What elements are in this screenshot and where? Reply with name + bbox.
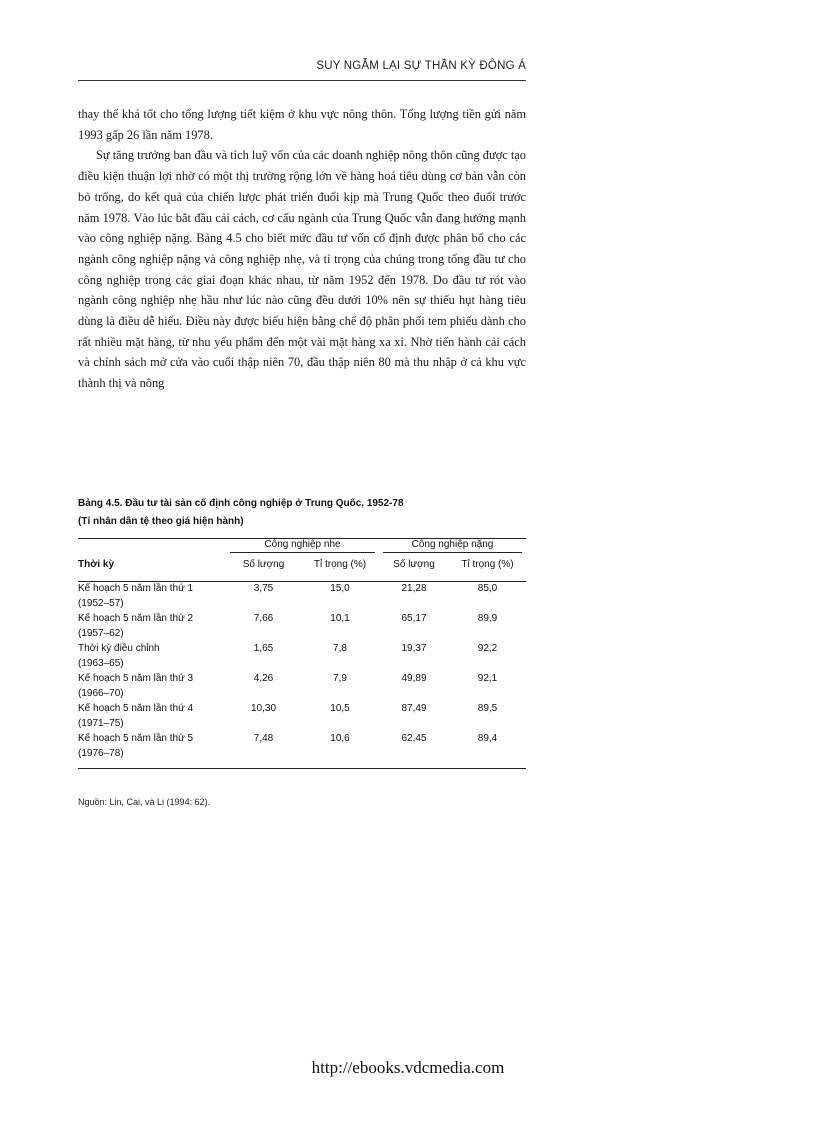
light-share-cell: 10,6 (330, 733, 350, 744)
period-years: (1971–75) (78, 717, 124, 729)
table-unit-note: (Tỉ nhân dân tệ theo giá hiện hành) (78, 516, 244, 527)
table-top-rule (78, 539, 526, 560)
period-cell (78, 672, 226, 702)
group-header-light-industry: Công nghiệp nhẹ (226, 539, 379, 560)
period-cell (78, 582, 226, 613)
light-amount-cell: 10,30 (250, 703, 277, 714)
table-body (78, 582, 526, 763)
heavy-amount-cell: 49,89 (401, 673, 427, 684)
light-share-cell: 7,8 (333, 643, 347, 654)
heavy-share-cell: 92,2 (477, 643, 498, 654)
period-name: Kế hoạch 5 năm lần thứ 2 (78, 613, 194, 624)
heavy-share-cell: 89,5 (477, 703, 498, 714)
group-underline (230, 552, 375, 553)
light-amount-cell: 4,26 (253, 673, 274, 684)
light-amount-cell: 3,75 (253, 583, 274, 594)
paragraph-1: thay thế khá tốt cho tổng lượng tiết kiệm ở khu vực nông thôn. Tổng lượng tiền gửi năm 1993 gấp 26 lần năm 1978. (78, 107, 526, 142)
table-row (78, 642, 526, 672)
light-share-cell: 10,5 (330, 703, 350, 714)
col-header-period: Thời kỳ (78, 559, 226, 582)
table-source: Nguồn: Lin, Cai, và Li (1994: 62). (78, 797, 211, 807)
period-name: Kế hoạch 5 năm lần thứ 4 (78, 703, 194, 714)
table-row (78, 672, 526, 702)
period-years: (1957–62) (78, 627, 124, 639)
period-name: Kế hoạch 5 năm lần thứ 1 (78, 583, 194, 594)
paragraph-2: Sự tăng trưởng ban đầu và tích luỹ vốn của các doanh nghiệp nông thôn cũng được tạo điều kiện thuận lợi nhờ có một thị trường rộng lớn về hàng hoá tiêu dùng cơ bản vẫn còn bỏ trống, do kết quả của chiến lược phát triển đuổi kịp mà Trung Quốc theo đuổi trước năm 1978. Vào lúc bắt đầu cải cách, cơ cấu ngành của Trung Quốc vẫn đang hướng mạnh vào công nghiệp nặng. Bảng 4.5 cho biết mức đầu tư vốn cố định được phân bổ cho các ngành công nghiệp nặng và công nghiệp nhẹ, và tỉ trọng của chúng trong tổng đầu tư cho công nghiệp trong các giai đoạn khác nhau, từ năm 1952 đến 1978. Do đầu tư rót vào ngành công nghiệp nhẹ hầu như lúc nào cũng đều dưới 10% nên sự thiếu hụt hàng tiêu dùng là điều dễ hiểu. Điều này được biểu hiện bằng chế độ phân phối tem phiếu dành cho rất nhiều mặt hàng, từ nhu yếu phẩm đến một vài mặt hàng xa xỉ. Nhờ tiến hành cải cách và chính sách mở cửa vào cuối thập niên 70, đầu thập niên 80 mà thu nhập ở cả khu vực thành thị và nông (78, 148, 526, 391)
period-name: Kế hoạch 5 năm lần thứ 3 (78, 673, 194, 684)
light-share-cell: 10,1 (330, 613, 350, 624)
heavy-amount-cell: 19,37 (401, 643, 427, 654)
footer-url: http://ebooks.vdcmedia.com (311, 1058, 505, 1077)
light-amount-cell: 1,65 (253, 643, 274, 654)
table-row (78, 612, 526, 642)
running-header: SUY NGẪM LẠI SỰ THẦN KỲ ĐÔNG Á (316, 60, 526, 72)
col-header-heavy-amount: Số lượng (379, 559, 449, 582)
heavy-share-cell: 89,9 (477, 613, 498, 624)
period-years: (1976–78) (78, 747, 124, 759)
body-text (78, 104, 526, 394)
heavy-share-cell: 85,0 (477, 583, 498, 594)
period-cell (78, 612, 226, 642)
header-rule (78, 80, 526, 81)
col-header-light-amount: Số lượng (226, 559, 301, 582)
heavy-amount-cell: 62,45 (401, 733, 427, 744)
table-caption (78, 495, 526, 531)
period-name: Thời kỳ điều chỉnh (78, 643, 160, 654)
table-bottom-rule (78, 762, 526, 769)
period-name: Kế hoạch 5 năm lần thứ 5 (78, 733, 194, 744)
table-title: Bảng 4.5. Đầu tư tài sản cố định công nghiệp ở Trung Quốc, 1952-78 (78, 498, 404, 509)
heavy-amount-cell: 65,17 (401, 613, 427, 624)
investment-table (78, 538, 526, 769)
light-share-cell: 15,0 (330, 583, 350, 594)
period-cell (78, 642, 226, 672)
group-header-heavy-industry: Công nghiệp nặng (379, 539, 526, 560)
heavy-share-cell: 89,4 (477, 733, 498, 744)
period-years: (1952–57) (78, 597, 124, 609)
table-row (78, 702, 526, 732)
light-amount-cell: 7,66 (253, 613, 274, 624)
light-share-cell: 7,9 (333, 673, 347, 684)
column-header-row (78, 559, 526, 582)
col-header-heavy-share: Tỉ trọng (%) (449, 559, 526, 582)
period-cell (78, 702, 226, 732)
heavy-amount-cell: 21,28 (401, 583, 427, 594)
group-underline (383, 552, 522, 553)
heavy-share-cell: 92,1 (477, 673, 498, 684)
light-amount-cell: 7,48 (253, 733, 274, 744)
period-years: (1966–70) (78, 687, 124, 699)
period-years: (1963–65) (78, 657, 124, 669)
col-header-light-share: Tỉ trọng (%) (301, 559, 379, 582)
period-cell (78, 732, 226, 762)
heavy-amount-cell: 87,49 (401, 703, 427, 714)
table-row (78, 582, 526, 613)
table-row (78, 732, 526, 762)
